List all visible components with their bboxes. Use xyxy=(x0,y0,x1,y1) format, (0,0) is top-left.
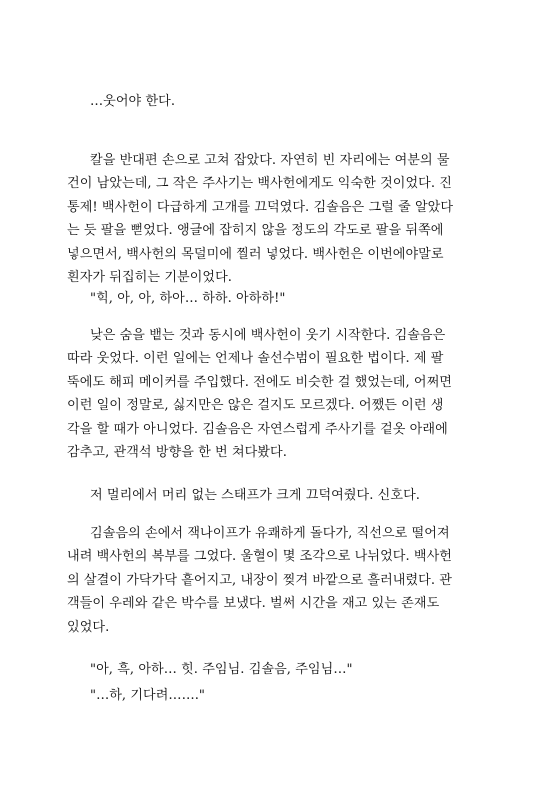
text-line: 는 듯 팔을 뻗었다. 앵글에 잡히지 않을 정도의 각도로 팔을 뒤쪽에 xyxy=(67,223,444,239)
text-line: "힉, 아, 아, 하아… 하하. 아하하!" xyxy=(90,291,286,306)
text-line: "…하, 기다려……." xyxy=(90,688,206,703)
text-line: 객들이 우레와 같은 박수를 보냈다. 벌써 시간을 재고 있는 존재도 xyxy=(67,596,440,612)
text-line: 흰자가 뒤집히는 기분이었다. xyxy=(67,270,233,286)
paragraph-8 xyxy=(67,684,493,707)
text-line: 낮은 숨을 뱉는 것과 동시에 백사헌이 웃기 시작한다. 김솔음은 xyxy=(90,328,446,343)
text-line: 의 살결이 가닥가닥 흩어지고, 내장이 찢겨 바깥으로 흘러내렸다. 관 xyxy=(67,572,452,588)
paragraph-3 xyxy=(67,287,493,310)
text-line: 넣으면서, 백사헌의 목덜미에 찔러 넣었다. 백사헌은 이번에야말로 xyxy=(67,246,444,262)
paragraph-4 xyxy=(67,324,493,464)
text-line: …웃어야 한다. xyxy=(90,94,176,109)
paragraph-7 xyxy=(67,658,493,681)
text-line: 저 멀리에서 머리 없는 스태프가 크게 끄덕여줬다. 신호다. xyxy=(90,488,420,503)
text-line: 있었다. xyxy=(67,619,110,635)
text-line: 감추고, 관객석 방향을 한 번 쳐다봤다. xyxy=(67,445,287,461)
text-line: 뚝에도 해피 메이커를 주입했다. 전에도 비슷한 걸 했었는데, 어쩌면 xyxy=(67,374,452,390)
text-line: 건이 남았는데, 그 작은 주사기는 백사헌에게도 익숙한 것이었다. 진 xyxy=(67,176,452,192)
text-line: "아, 흑, 아하… 힛. 주임님. 김솔음, 주임님…" xyxy=(90,662,353,677)
paragraph-1 xyxy=(67,90,493,113)
text-line: 이런 일이 정말로, 싫지만은 않은 걸지도 모르겠다. 어쨌든 이런 생 xyxy=(67,398,444,414)
paragraph-6 xyxy=(67,522,493,639)
text-line: 김솔음의 손에서 잭나이프가 유쾌하게 돌다가, 직선으로 떨어져 xyxy=(90,526,450,541)
text-line: 따라 웃었다. 이런 일에는 언제나 솔선수범이 필요한 법이다. 제 팔 xyxy=(67,351,444,367)
text-line: 칼을 반대편 손으로 고쳐 잡았다. 자연히 빈 자리에는 여분의 물 xyxy=(90,153,450,168)
text-line: 통제! 백사헌이 다급하게 고개를 끄덕였다. 김솔음은 그럴 줄 알았다 xyxy=(67,199,454,215)
paragraph-2 xyxy=(67,149,493,289)
text-line: 내려 백사헌의 복부를 그었다. 울혈이 몇 조각으로 나뉘었다. 백사헌 xyxy=(67,549,452,565)
text-line: 각을 할 때가 아니었다. 김솔음은 자연스럽게 주사기를 겉옷 아래에 xyxy=(67,421,448,437)
paragraph-5 xyxy=(67,484,493,507)
